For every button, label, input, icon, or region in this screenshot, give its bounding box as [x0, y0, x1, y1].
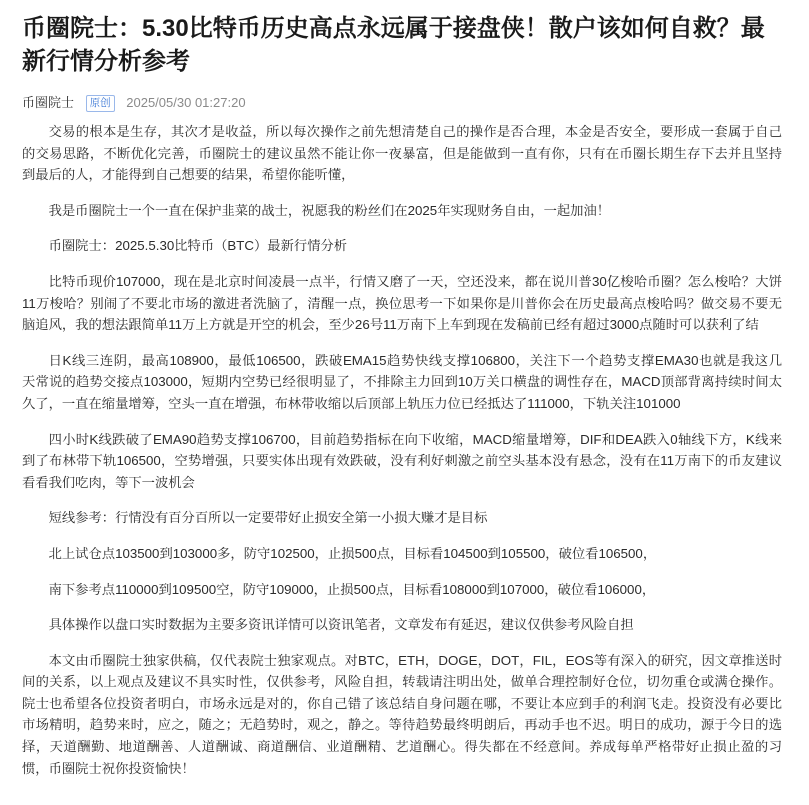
paragraph-line: 到了布林带下轨106500，空势增强，只要实体出现有效跌破，没有利好刺激之前空头基本没有悬念，没有在11万南下的币友建议	[22, 453, 782, 469]
paragraph-line: 本文由币圈院士独家供稿，仅代表院士独家观点。对BTC，ETH，DOGE，DOT，FIL，EOS等有深入的研究，因文章推送时	[48, 652, 782, 668]
paragraph-line: 具体操作以盘口实时数据为主要多资讯详情可以资讯笔者，文章发布有延迟，建议仅供参考风险自担	[48, 617, 634, 633]
paragraph-btc-price	[22, 271, 782, 336]
article-body	[22, 121, 782, 779]
paragraph-line: 比特币现价107000，现在是北京时间凌晨一点半，行情又磨了一天，空还没来，都在说川普30亿梭哈币圈？怎么梭哈？大饼	[48, 273, 782, 289]
publish-timestamp: 2025/05/30 01:27:20	[126, 95, 246, 110]
paragraph-line: 11万梭哈？别闹了不要北市场的激进者洗脑了，清醒一点，换位思考一下如果你是川普你会在历史最高点梭哈吗？做交易不要无	[22, 295, 782, 311]
original-badge: 原创	[86, 95, 115, 112]
paragraph-line: 我是币圈院士一个一直在保护韭菜的战士，祝愿我的粉丝们在2025年实现财务自由，一起加油！	[48, 202, 611, 218]
paragraph-long-entry	[22, 543, 782, 565]
paragraph-short-entry	[22, 579, 782, 601]
paragraph-line: 间的关系，以上观点及建议不具实时性，仅供参考，风险自担，转载请注明出处，做单合理控制好仓位，切勿重仓或满仓操作。	[22, 674, 782, 690]
paragraph-operation-note	[22, 614, 782, 636]
paragraph-line: 短线参考：行情没有百分百所以一定要带好止损安全第一小损大赚才是目标	[48, 510, 488, 526]
paragraph-short-term-note	[22, 507, 782, 529]
paragraph-line: 久了，一直在缩量增筹，空头一直在增强，布林带收缩以后顶部上轨压力位已经抵达了111000，下轨关注101000	[22, 395, 681, 411]
paragraph-author-statement	[22, 650, 782, 780]
paragraph-analysis-heading	[22, 235, 782, 257]
author-link[interactable]: 币圈院士	[22, 95, 75, 110]
paragraph-line: 交易的根本是生存，其次才是收益，所以每次操作之前先想清楚自己的操作是否合理，本金是否安全，要形成一套属于自己	[48, 124, 782, 139]
paragraph-line: 择，天道酬勤、地道酬善、人道酬诚、商道酬信、业道酬精、艺道酬心。得失都在不经意间。养成每单严格带好止损止盈的习	[22, 739, 782, 755]
paragraph-line: 天常说的趋势交接点103000，短期内空势已经很明显了，不排除主力回到10万关口横盘的调性存在，MACD顶部背离持续时间太	[22, 374, 782, 390]
paragraph-line: 南下参考点110000到109500空，防守109000，止损500点，目标看108000到107000，破位看106000，	[48, 581, 656, 597]
paragraph-line: 北上试仓点103500到103000多，防守102500，止损500点，目标看104500到105500，破位看106500，	[48, 545, 657, 561]
paragraph-line: 院士也希望各位投资者明白，市场永远是对的，你自己错了该总结自身问题在哪，不要让本应到手的利润飞走。投资没有必要比	[22, 695, 782, 711]
article-meta	[22, 93, 782, 113]
paragraph-line: 看看我们吃肉，等下一波机会	[22, 474, 195, 490]
paragraph-line: 日K线三连阴，最高108900，最低106500，跌破EMA15趋势快线支撑106800，关注下一个趋势支撑EMA30也就是我这几	[48, 352, 782, 368]
paragraph-line: 脑追风，我的想法跟简单11万上方就是开空的机会，至少26号11万南下上车到现在发稿前已经有超过3000点随时可以获利了结	[22, 317, 759, 333]
paragraph-daily-kline	[22, 350, 782, 415]
paragraph-line: 的交易思路，不断优化完善，币圈院士的建议虽然不能让你一夜暴富，但是能做到一直有你，只有在币圈长期生存下去并且坚持	[22, 145, 782, 161]
article-title: 币圈院士：5.30比特币历史高点永远属于接盘侠！散户该如何自救？最新行情分析参考	[22, 15, 765, 75]
paragraph-line: 四小时K线跌破了EMA90趋势支撑106700，目前趋势指标在向下收缩，MACD缩量增筹，DIF和DEA跌入0轴线下方，K线来	[48, 431, 782, 447]
paragraph-line: 惯，币圈院士祝你投资愉快！	[22, 760, 195, 776]
paragraph-line: 市场精明，趋势来时，应之，随之；无趋势时，观之，静之。等待趋势最终明朗后，再动手也不迟。明日的成功，源于今日的选	[22, 717, 782, 733]
article-page	[22, 12, 782, 779]
paragraph-greeting	[22, 200, 782, 222]
paragraph-line: 币圈院士：2025.5.30比特币（BTC）最新行情分析	[48, 238, 348, 254]
paragraph-4h-kline	[22, 429, 782, 494]
paragraph-intro	[22, 121, 782, 186]
paragraph-line: 到最后的人，才能得到自己想要的结果，希望你能听懂，	[22, 167, 355, 183]
